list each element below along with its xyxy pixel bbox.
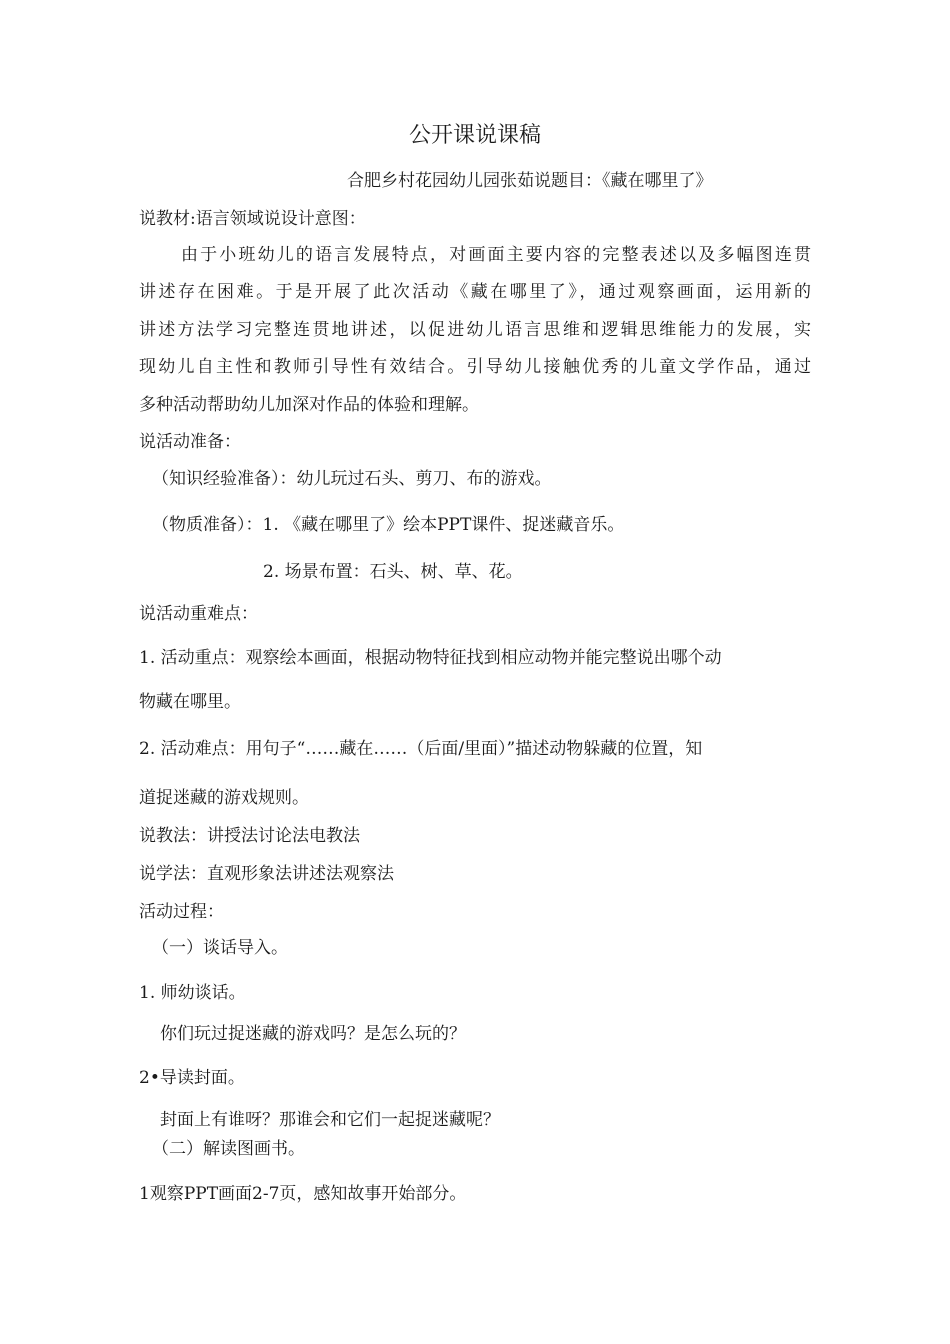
prep-material-2: 2. 场景布置：石头、树、草、花。 <box>263 562 523 582</box>
learning-method: 说学法：直观形象法讲述法观察法 <box>139 864 394 884</box>
difficult-point-line: 道捉迷藏的游戏规则。 <box>139 788 309 808</box>
key-point-line: 物藏在哪里。 <box>139 692 241 712</box>
prep-knowledge: （知识经验准备）：幼儿玩过石头、剪刀、布的游戏。 <box>152 469 552 489</box>
process-question: 你们玩过捉迷藏的游戏吗？是怎么玩的？ <box>160 1024 466 1044</box>
teaching-method: 说教法：讲授法讨论法电教法 <box>139 826 360 846</box>
paragraph-line: 多种活动帮助幼儿加深对作品的体验和理解。 <box>139 395 479 415</box>
difficult-point-line: 2. 活动难点：用句子“……藏在……（后面/里面）”描述动物躲藏的位置，知 <box>139 739 703 759</box>
prep-material-1: （物质准备）：1. 《藏在哪里了》绘本PPT课件、捉迷藏音乐。 <box>152 515 625 535</box>
process-substep: 1. 师幼谈话。 <box>139 983 246 1003</box>
heading-preparation: 说活动准备： <box>139 432 241 452</box>
paragraph-line: 现幼儿自主性和教师引导性有效结合。引导幼儿接触优秀的儿童文学作品，通过 <box>139 357 811 377</box>
key-point-line: 1. 活动重点：观察绘本画面，根据动物特征找到相应动物并能完整说出哪个动 <box>139 648 722 668</box>
process-step: （一）谈话导入。 <box>152 938 288 958</box>
process-substep: 1观察PPT画面2-7页，感知故事开始部分。 <box>139 1184 467 1204</box>
heading-key-points: 说活动重难点： <box>139 604 258 624</box>
process-step: （二）解读图画书。 <box>152 1139 305 1159</box>
heading-process: 活动过程： <box>139 902 224 922</box>
paragraph-line: 讲述方法学习完整连贯地讲述，以促进幼儿语言思维和逻辑思维能力的发展，实 <box>139 320 811 340</box>
byline: 合肥乡村花园幼儿园张茹说题目：《藏在哪里了》 <box>347 171 713 191</box>
process-substep: 2•导读封面。 <box>139 1068 245 1088</box>
page-title: 公开课说课稿 <box>408 123 541 148</box>
paragraph-line: 讲述存在困难。于是开展了此次活动《藏在哪里了》，通过观察画面，运用新的 <box>139 282 811 302</box>
paragraph-line: 由于小班幼儿的语言发展特点，对画面主要内容的完整表述以及多幅图连贯 <box>181 245 811 265</box>
heading-material: 说教材:语言领域说设计意图： <box>139 209 366 229</box>
process-question: 封面上有谁呀？那谁会和它们一起捉迷藏呢？ <box>160 1110 500 1130</box>
